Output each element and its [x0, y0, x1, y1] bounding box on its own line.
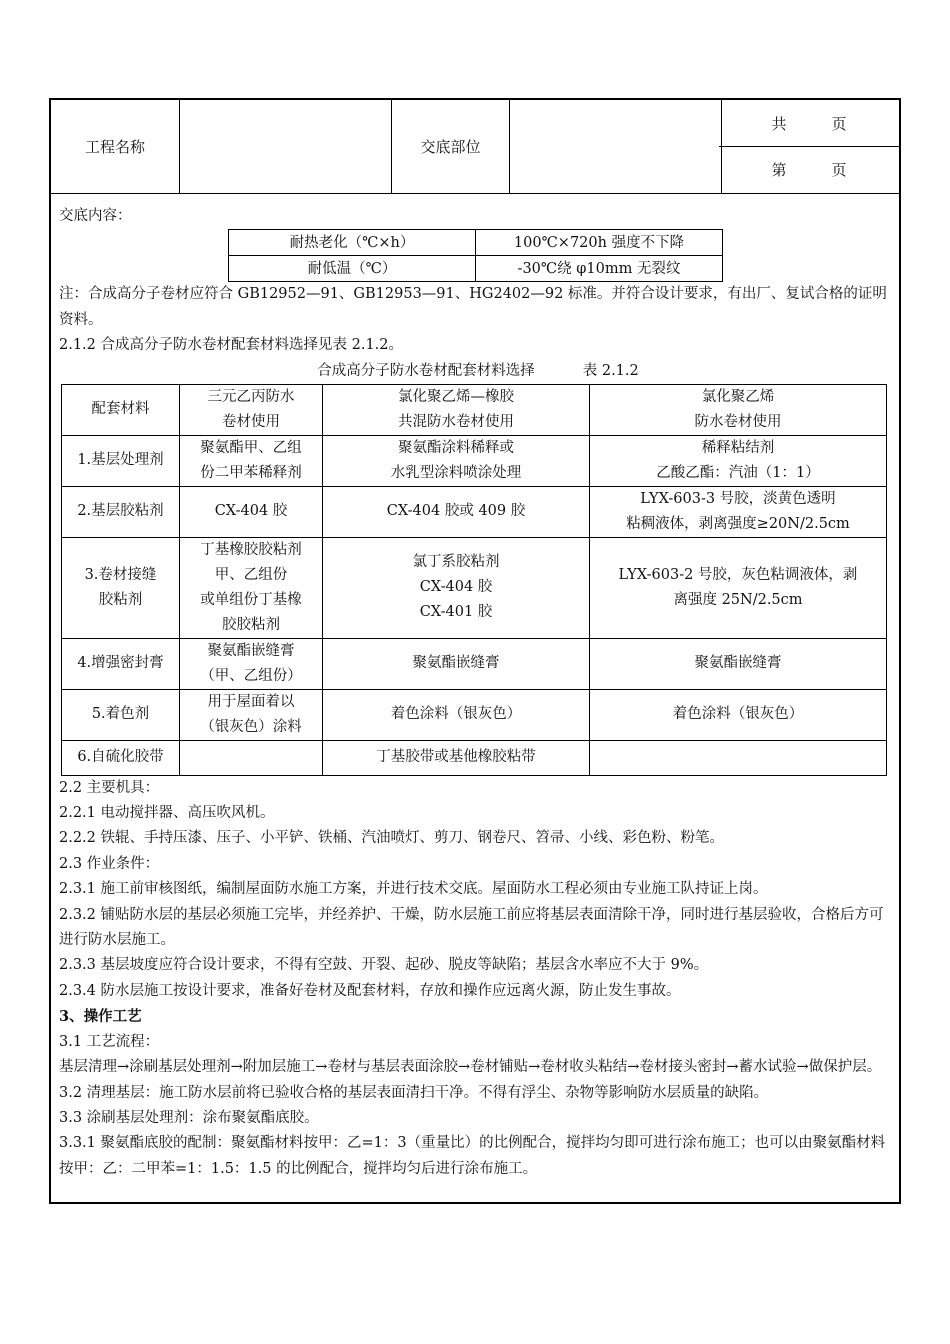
table-cell: 稀释粘结剂 乙酸乙酯：汽油（1：1）: [590, 435, 887, 486]
prop-value: -30℃绕 φ10mm 无裂纹: [476, 256, 723, 282]
header-cell: 氯化聚乙烯 防水卷材使用: [590, 384, 887, 435]
table-cell: 着色涂料（银灰色）: [590, 689, 887, 740]
table-cell: 聚氨酯嵌缝膏: [323, 638, 590, 689]
section-2-3-2: 2.3.2 铺贴防水层的基层必须施工完毕，并经养护、干燥，防水层施工前应将基层表面清除干净，同时进行基层验收，合格后方可进行防水层施工。: [59, 906, 884, 949]
content-heading: 交底内容：: [59, 208, 132, 224]
total-pages: 共 页: [719, 100, 899, 147]
table-cell: 氯丁系胶粘剂 CX-404 胶 CX-401 胶: [323, 537, 590, 638]
table-cell: 5.着色剂: [62, 689, 180, 740]
table-row: [62, 638, 887, 689]
table-row: [62, 486, 887, 537]
table-cell: 6.自硫化胶带: [62, 740, 180, 775]
table-row: [229, 256, 723, 282]
section-3-1: 3.1 工艺流程：: [59, 1033, 160, 1050]
section-2-3-3: 2.3.3 基层坡度应符合设计要求，不得有空鼓、开裂、起砂、脱皮等缺陷；基层含水率应不大于 9%。: [59, 957, 709, 974]
section-3-heading: 3、操作工艺: [59, 1008, 142, 1026]
table-cell: [590, 740, 887, 775]
table-cell: 丁基橡胶胶粘剂 甲、乙组份 或单组份丁基橡 胶胶粘剂: [180, 537, 323, 638]
table-cell: 着色涂料（银灰色）: [323, 689, 590, 740]
section-2-2-1: 2.2.1 电动搅拌器、高压吹风机。: [59, 805, 275, 822]
table-cell: CX-404 胶: [180, 486, 323, 537]
project-name-value: [180, 100, 392, 193]
section-2-2: 2.2 主要机具：: [59, 779, 160, 796]
properties-table: [228, 229, 723, 282]
table-number: 表 2.1.2: [582, 362, 639, 379]
header-cell: 三元乙丙防水 卷材使用: [180, 384, 323, 435]
section-2-3-4: 2.3.4 防水层施工按设计要求，准备好卷材及配套材料，存放和操作应远离火源，防止发生事故。: [59, 982, 681, 999]
table-cell: 聚氨酯涂料稀释或 水乳型涂料喷涂处理: [323, 435, 590, 486]
table-title: 合成高分子防水卷材配套材料选择: [317, 362, 535, 379]
section-3-3-1: 3.3.1 聚氨酯底胶的配制：聚氨酯材料按甲：乙=1：3（重量比）的比例配合，搅拌均匀即可进行涂布施工；也可以由聚氨酯材料按甲：乙：二甲苯=1：1.5：1.5 的比例配合，搅拌均匀后进行涂布施工。: [59, 1135, 886, 1177]
prop-label: 耐热老化（℃×h）: [229, 230, 476, 256]
standards-note: 注：合成高分子卷材应符合 GB12952—91、GB12953—91、HG2402—92 标准。并符合设计要求，有出厂、复试合格的证明资料。: [59, 286, 887, 328]
section-2-3: 2.3 作业条件：: [59, 855, 160, 872]
table-cell: LYX-603-2 号胶，灰色粘调液体，剥 离强度 25N/2.5cm: [590, 537, 887, 638]
disclosure-content: [59, 204, 897, 1182]
section-3-2: 3.2 清理基层：施工防水层前将已验收合格的基层表面清扫干净。不得有浮尘、杂物等影响防水层质量的缺陷。: [59, 1084, 769, 1101]
disclosure-form: [49, 98, 901, 1204]
prop-label: 耐低温（℃）: [229, 256, 476, 282]
header-cell: 配套材料: [62, 384, 180, 435]
table-cell: 4.增强密封膏: [62, 638, 180, 689]
table-cell: 1.基层处理剂: [62, 435, 180, 486]
table-cell: CX-404 胶或 409 胶: [323, 486, 590, 537]
section-2-2-2: 2.2.2 铁辊、手持压漆、压子、小平铲、铁桶、汽油喷灯、剪刀、钢卷尺、笤帚、小线、彩色粉、粉笔。: [59, 830, 724, 847]
location-label: 交底部位: [392, 100, 510, 193]
table-row: [62, 740, 887, 775]
table-row: [62, 435, 887, 486]
table-cell: 丁基胶带或基他橡胶粘带: [323, 740, 590, 775]
location-value: [510, 100, 722, 193]
table-cell: 3.卷材接缝 胶粘剂: [62, 537, 180, 638]
page-number: 第 页: [771, 160, 847, 179]
table-cell: LYX-603-3 号胶，淡黄色透明 粘稠液体，剥离强度≥20N/2.5cm: [590, 486, 887, 537]
table-header-row: [62, 384, 887, 435]
table-cell: 聚氨酯嵌缝膏 （甲、乙组份）: [180, 638, 323, 689]
table-row: [62, 689, 887, 740]
table-cell: 2.基层胶粘剂: [62, 486, 180, 537]
table-cell: 聚氨酯嵌缝膏: [590, 638, 887, 689]
table-row: [229, 230, 723, 256]
process-flow: 基层清理→涂刷基层处理剂→附加层施工→卷材与基层表面涂胶→卷材铺贴→卷材收头粘结→卷材接头密封→蓄水试验→做保护层。: [59, 1059, 882, 1076]
section-2-3-1: 2.3.1 施工前审核图纸，编制屋面防水施工方案，并进行技术交底。屋面防水工程必须由专业施工队持证上岗。: [59, 881, 768, 898]
table-cell: [180, 740, 323, 775]
table-cell: 聚氨酯甲、乙组 份二甲苯稀释剂: [180, 435, 323, 486]
table-caption: [59, 359, 897, 384]
table-cell: 用于屋面着以 （银灰色）涂料: [180, 689, 323, 740]
table-row: [62, 537, 887, 638]
prop-value: 100℃×720h 强度不下降: [476, 230, 723, 256]
project-name-label: 工程名称: [51, 100, 180, 193]
materials-table: [61, 384, 887, 776]
form-header: [51, 100, 899, 194]
section-3-3: 3.3 涂刷基层处理剂：涂布聚氨酯底胶。: [59, 1109, 319, 1126]
header-cell: 氯化聚乙烯—橡胶 共混防水卷材使用: [323, 384, 590, 435]
section-2-1-2: 2.1.2 合成高分子防水卷材配套材料选择见表 2.1.2。: [59, 337, 404, 354]
